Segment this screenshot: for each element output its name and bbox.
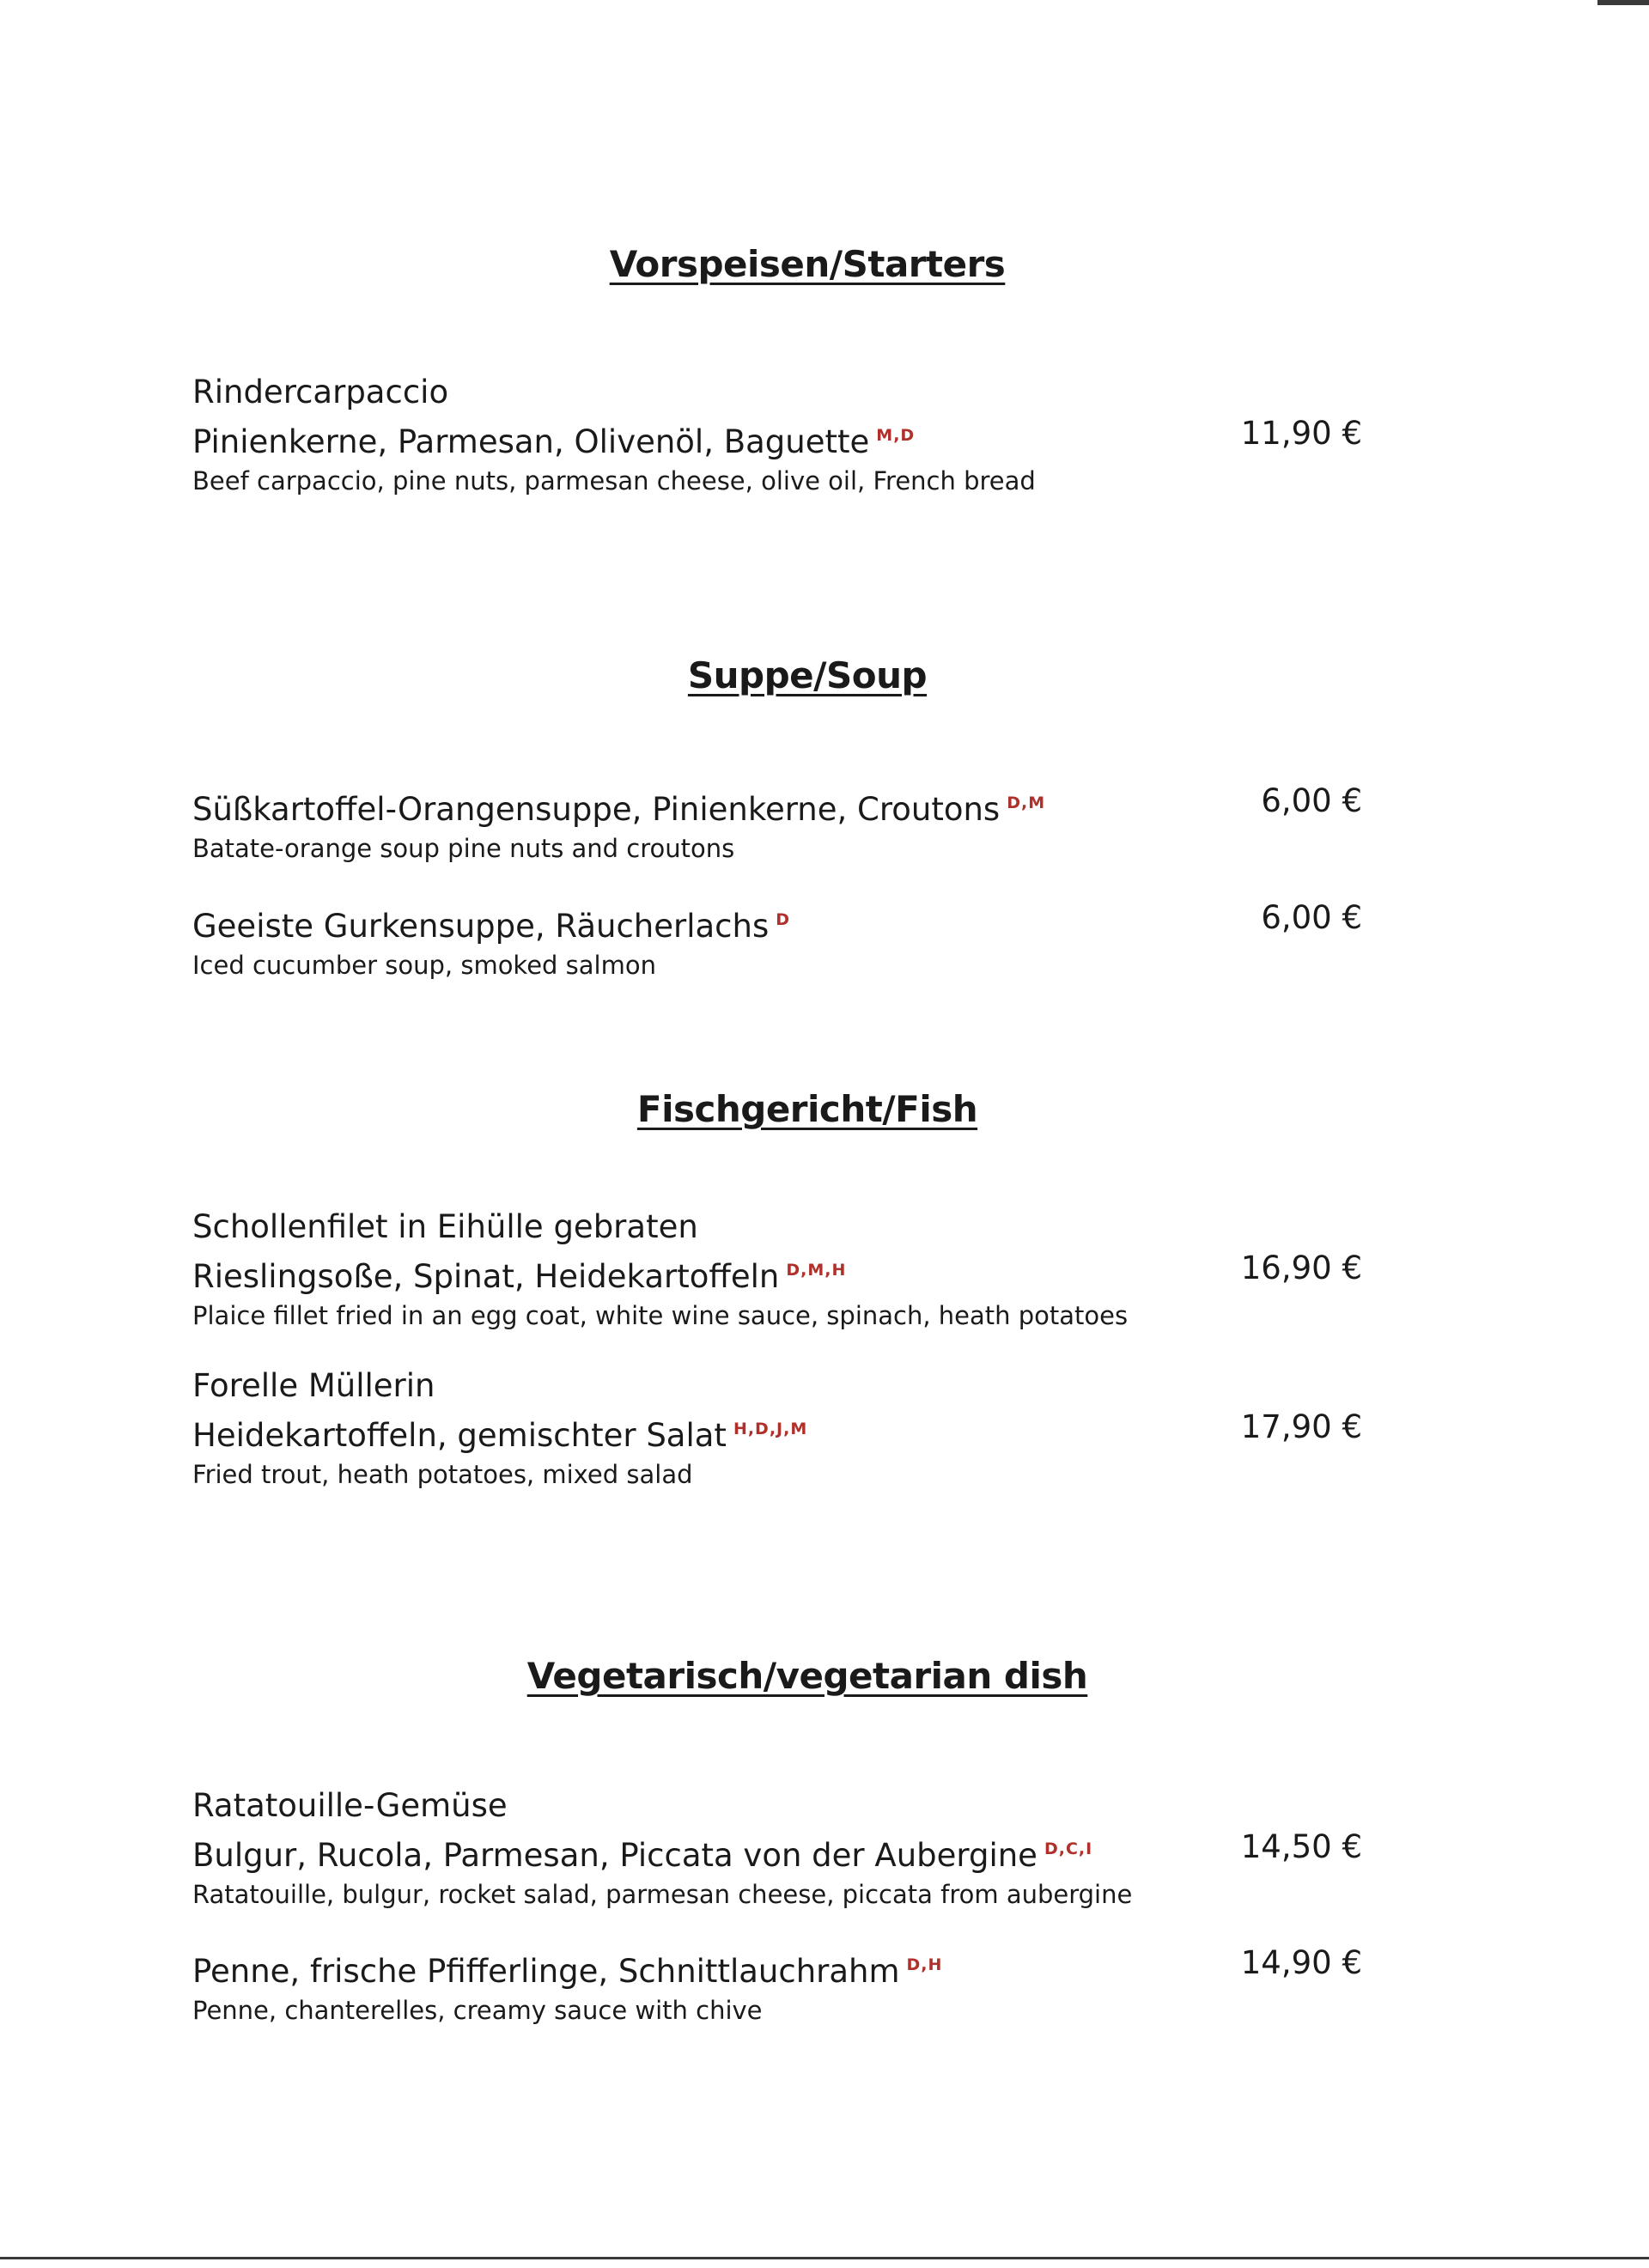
dish-name: Geeiste Gurkensuppe, Räucherlachs $^D$: [192, 908, 791, 945]
dish-name: Schollenfilet in Eihülle gebraten: [192, 1208, 698, 1245]
price-gurkensuppe: 6,00 €: [1261, 899, 1362, 936]
allergen-codes: D,M: [1007, 793, 1046, 812]
menu-item-rindercarpaccio: [192, 371, 1360, 496]
price-suesskartoffelsuppe: 6,00 €: [1261, 782, 1362, 819]
dish-english: Penne, chanterelles, creamy sauce with chive: [192, 1996, 763, 2025]
section-title-vegetarian: Vegetarisch/vegetarian dish: [526, 1655, 1088, 1697]
allergen-codes: H,D,J,M: [733, 1420, 808, 1438]
allergen-codes: M,D: [876, 426, 916, 445]
menu-item-penne: [192, 1943, 1360, 2026]
dish-english: Beef carpaccio, pine nuts, parmesan cheese, olive oil, French bread: [192, 466, 1036, 496]
dish-description: Rieslingsoße, Spinat, Heidekartoffeln $^{D,M,H}$: [192, 1258, 847, 1295]
price-ratatouille: 14,50 €: [1240, 1828, 1362, 1865]
scan-bottom-edge: [0, 2257, 1649, 2259]
allergen-codes: D,H: [906, 1955, 943, 1974]
dish-english: Fried trout, heath potatoes, mixed salad: [192, 1460, 693, 1489]
dish-english: Plaice fillet fried in an egg coat, white wine sauce, spinach, heath potatoes: [192, 1301, 1129, 1330]
menu-item-forelle: [192, 1365, 1360, 1490]
menu-item-gurkensuppe: [192, 898, 1360, 981]
dish-description: Heidekartoffeln, gemischter Salat $^{H,D,J,M}$: [192, 1417, 808, 1454]
scan-edge-mark: [1597, 0, 1649, 5]
dish-description: Pinienkerne, Parmesan, Olivenöl, Baguette $^{M,D}$: [192, 423, 916, 460]
menu-item-ratatouille: [192, 1785, 1360, 1910]
dish-english: Ratatouille, bulgur, rocket salad, parmesan cheese, piccata from aubergine: [192, 1880, 1133, 1909]
dish-english: Batate-orange soup pine nuts and croutons: [192, 834, 735, 863]
section-title-starters: Vorspeisen/Starters: [609, 243, 1006, 285]
dish-description: Bulgur, Rucola, Parmesan, Piccata von der Aubergine $^{D,C,I}$: [192, 1837, 1093, 1874]
dish-name: Ratatouille-Gemüse: [192, 1787, 508, 1824]
allergen-codes: D,M,H: [786, 1261, 847, 1280]
section-title-soup: Suppe/Soup: [687, 654, 928, 696]
allergen-codes: D,C,I: [1044, 1839, 1093, 1858]
section-title-fish: Fischgericht/Fish: [636, 1088, 978, 1130]
dish-name: Penne, frische Pfifferlinge, Schnittlauchrahm $^{D,H}$: [192, 1953, 943, 1990]
price-forelle: 17,90 €: [1240, 1408, 1362, 1445]
price-penne: 14,90 €: [1240, 1944, 1362, 1981]
menu-item-suesskartoffelsuppe: [192, 781, 1360, 864]
dish-name: Süßkartoffel-Orangensuppe, Pinienkerne, Croutons $^{D,M}$: [192, 791, 1046, 828]
allergen-codes: D: [776, 910, 791, 929]
dish-english: Iced cucumber soup, smoked salmon: [192, 951, 656, 980]
dish-name: Rindercarpaccio: [192, 374, 449, 410]
price-rindercarpaccio: 11,90 €: [1240, 415, 1362, 452]
menu-item-schollenfilet: [192, 1206, 1360, 1331]
dish-name: Forelle Müllerin: [192, 1367, 435, 1404]
price-schollenfilet: 16,90 €: [1240, 1250, 1362, 1286]
